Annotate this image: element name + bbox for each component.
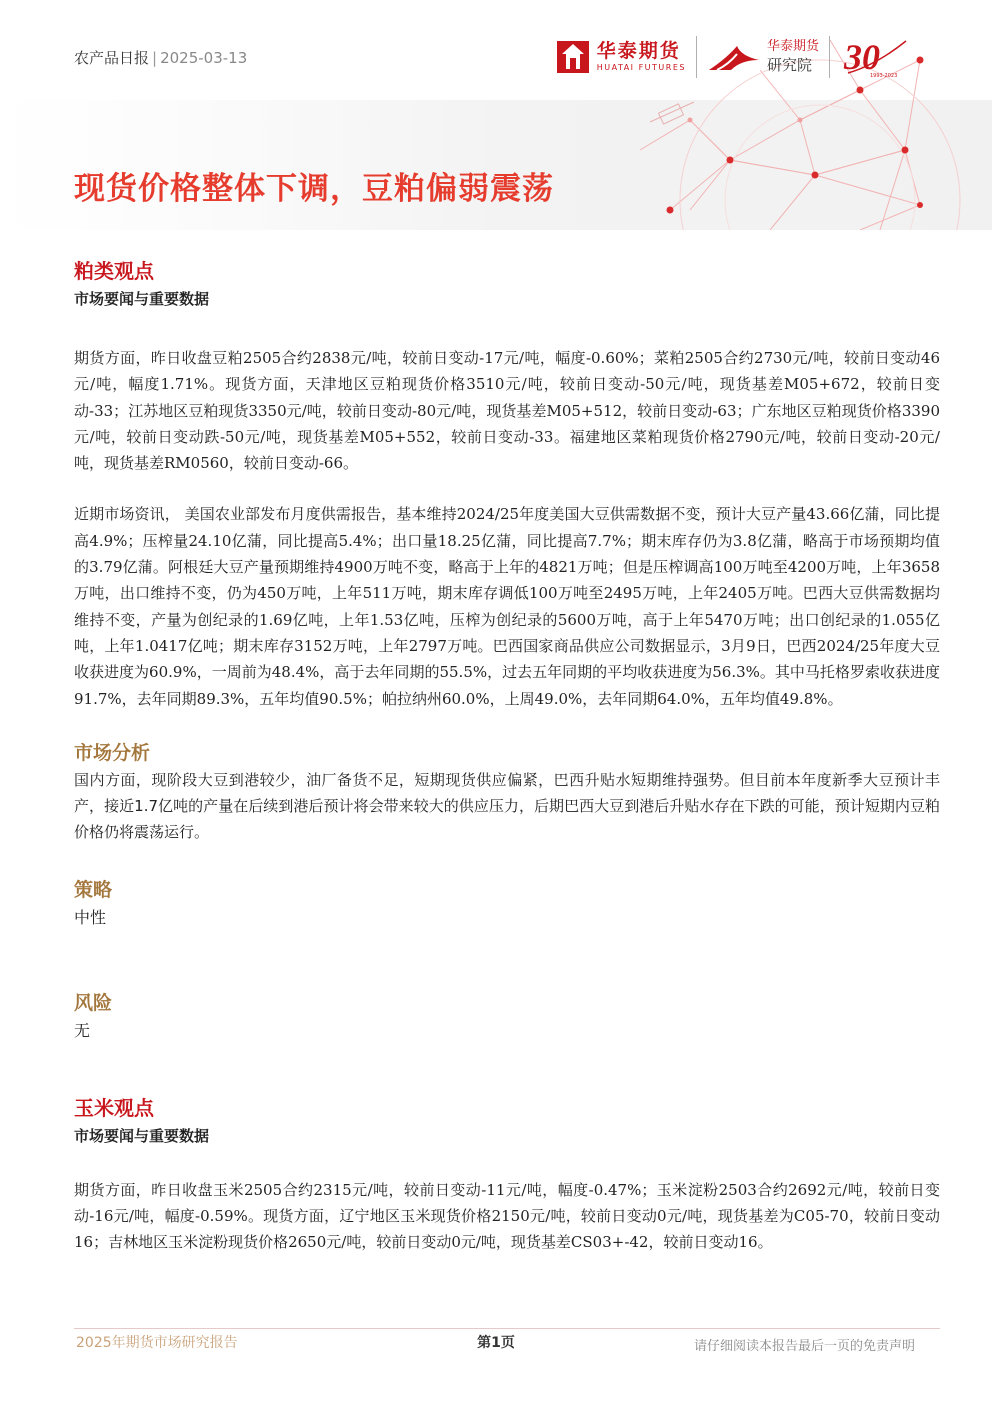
meal-subtitle: 市场要闻与重要数据 bbox=[74, 290, 210, 308]
report-title: 现货价格整体下调，豆粕偏弱震荡 bbox=[74, 171, 554, 207]
footer-report-name: 2025年期货市场研究报告 bbox=[76, 1335, 238, 1351]
meal-strategy-text: 中性 bbox=[74, 907, 107, 927]
huatai-futures-logo bbox=[556, 34, 686, 80]
meal-analysis-text: 国内方面，现阶段大豆到港较少，油厂备货不足，短期现货供应偏紧，巴西升贴水短期维持强势。但目前本年度新季大豆预计丰产，接近1.7亿吨的产量在后续到港后预计将会带来较大的供应压力，后期巴西大豆到港后升贴水存在下跌的可能，预计短期内豆粕价格仍将震荡运行。 bbox=[74, 770, 940, 842]
meal-risk-heading: 风险 bbox=[74, 991, 113, 1014]
institute-swoosh-icon bbox=[707, 40, 761, 74]
huatai-emblem-icon bbox=[556, 40, 590, 74]
meal-analysis-heading: 市场分析 bbox=[74, 741, 151, 764]
research-institute-logo bbox=[707, 39, 819, 75]
meal-strategy-heading: 策略 bbox=[74, 878, 113, 901]
breadcrumb bbox=[74, 47, 247, 68]
meal-section-title: 粕类观点 bbox=[74, 259, 154, 283]
breadcrumb-separator: | bbox=[152, 49, 158, 67]
report-body bbox=[74, 256, 940, 1256]
breadcrumb-category: 农产品日报 bbox=[74, 49, 150, 67]
anniversary-years: 1993-2023 bbox=[870, 73, 898, 79]
corn-subtitle: 市场要闻与重要数据 bbox=[74, 1126, 210, 1145]
footer-disclaimer-note: 请仔细阅读本报告最后一页的免责声明 bbox=[693, 1339, 915, 1354]
logo-main-en: HUATAI FUTURES bbox=[596, 63, 686, 72]
meal-news-paragraph: 近期市场资讯， 美国农业部发布月度供需报告，基本维持2024/25年度美国大豆供需数据不变，预计大豆产量43.66亿蒲，同比提高4.9%；压榨量24.10亿蒲，同比提高5.4%；出口量18.25亿蒲，同比提高7.7%；期末库存仍为3.8亿蒲，略高于市场预期均值的3.79亿蒲。阿根廷大豆产量预期维持4900万吨不变，略高于上年的4821万吨；但是压榨调高100万吨至4200万吨，上年3658万吨，出口维持不变，仍为450万吨，上年511万吨，期末库存调低100万吨至2495万吨，上年2405万吨。巴西大豆供需数据均维持不变，产量为创纪录的1.69亿吨，上年1.53亿吨，压榨为创纪录的5600万吨，高于上年5470万吨；出口创纪录的1.055亿吨，上年1.0417亿吨；期末库存3152万吨，上年2797万吨。巴西国家商品供应公司数据显示，3月9日，巴西2024/25年度大豆收获进度为60.9%，一周前为48.4%，高于去年同期的55.5%，过去五年同期的平均收获进度为56.3%。其中马托格罗索收获进度91.7%，去年同期89.3%，五年均值90.5%；帕拉纳州60.0%，上周49.0%，去年同期64.0%，五年均值49.8%。 bbox=[74, 505, 940, 708]
logo-institute-bottom: 研究院 bbox=[766, 56, 812, 74]
logo-main-cn: 华泰期货 bbox=[596, 40, 681, 62]
anniversary-30-logo bbox=[840, 35, 912, 79]
meal-risk-text: 无 bbox=[74, 1020, 91, 1040]
meal-futures-paragraph: 期货方面，昨日收盘豆粕2505合约2838元/吨，较前日变动-17元/吨，幅度-0.60%；菜粕2505合约2730元/吨，较前日变动46元/吨，幅度1.71%。现货方面，天津地区豆粕现货价格3510元/吨，较前日变动-50元/吨，现货基差M05+672，较前日变动-33；江苏地区豆粕现货3350元/吨，较前日变动-80元/吨，现货基差M05+512，较前日变动-63；广东地区豆粕现货价格3390元/吨，较前日变动跌-50元/吨，现货基差M05+552，较前日变动-33。福建地区菜粕现货价格2790元/吨，较前日变动-20元/吨，现货基差RM0560，较前日变动-66。 bbox=[74, 349, 940, 473]
page-header bbox=[0, 0, 992, 230]
page-number: 第1页 bbox=[477, 1335, 515, 1351]
footer-rule bbox=[74, 1328, 940, 1329]
report-date: 2025-03-13 bbox=[160, 49, 248, 67]
logo-divider-2 bbox=[829, 36, 830, 78]
logo-institute-top: 华泰期货 bbox=[766, 39, 819, 54]
corn-futures-paragraph: 期货方面，昨日收盘玉米2505合约2315元/吨，较前日变动-11元/吨，幅度-0.47%；玉米淀粉2503合约2692元/吨，较前日变动-16元/吨，幅度-0.59%。现货方面，辽宁地区玉米现货价格2150元/吨，较前日变动0元/吨，现货基差为C05-70，较前日变动16；吉林地区玉米淀粉现货价格2650元/吨，较前日变动0元/吨，现货基差CS03+-42，较前日变动16。 bbox=[74, 1180, 940, 1252]
logo-divider bbox=[696, 36, 697, 78]
anniversary-number: 30 bbox=[844, 37, 880, 77]
logo-group bbox=[556, 34, 912, 80]
page-footer bbox=[0, 1318, 992, 1403]
corn-section-title: 玉米观点 bbox=[74, 1095, 154, 1120]
